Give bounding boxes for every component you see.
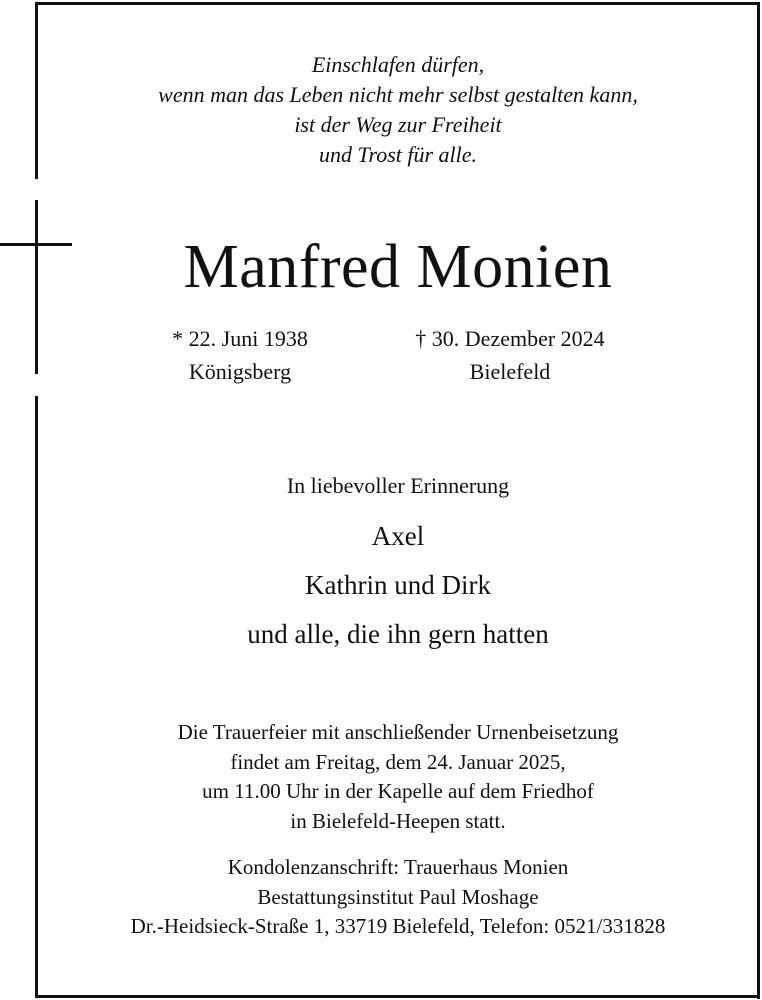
birth-date: * 22. Juni 1938 [172,326,308,351]
deceased-name: Manfred Monien [183,233,613,301]
contact-line: Dr.-Heidsieck-Straße 1, 33719 Bielefeld, Telefon: 0521/331828 [130,914,666,938]
frame-bottom-border [35,995,760,998]
death-info [370,322,650,388]
service-line: findet am Freitag, dem 24. Januar 2025, [230,749,566,774]
contact-line: Kondolenzanschrift: Trauerhaus Monien [227,855,569,879]
death-date: † 30. Dezember 2024 [415,326,605,351]
service-line: in Bielefeld-Heepen statt. [290,808,506,833]
death-place: Bielefeld [469,359,551,384]
motto-line: wenn man das Leben nicht mehr selbst gestalten kann, [158,82,638,107]
motto-line: und Trost für alle. [318,142,478,167]
mourner-name: und alle, die ihn gern hatten [247,619,549,649]
mourner-name: Axel [371,521,425,551]
service-details [38,718,758,836]
birth-info [140,322,340,388]
frame-top-border [35,2,759,5]
motto-line: ist der Weg zur Freiheit [294,112,502,137]
motto-line: Einschlafen dürfen, [311,52,485,77]
birth-place: Königsberg [188,359,292,384]
service-line: um 11.00 Uhr in der Kapelle auf dem Friedhof [202,779,594,803]
condolence-address [38,853,758,942]
service-line: Die Trauerfeier mit anschließender Urnenbeisetzung [177,720,619,744]
motto-verse [38,50,758,170]
memory-intro: In liebevoller Erinnerung [286,473,510,498]
mourner-name: Kathrin und Dirk [305,570,491,600]
mourners-list [38,512,758,659]
contact-line: Bestattungsinstitut Paul Moshage [257,884,539,909]
